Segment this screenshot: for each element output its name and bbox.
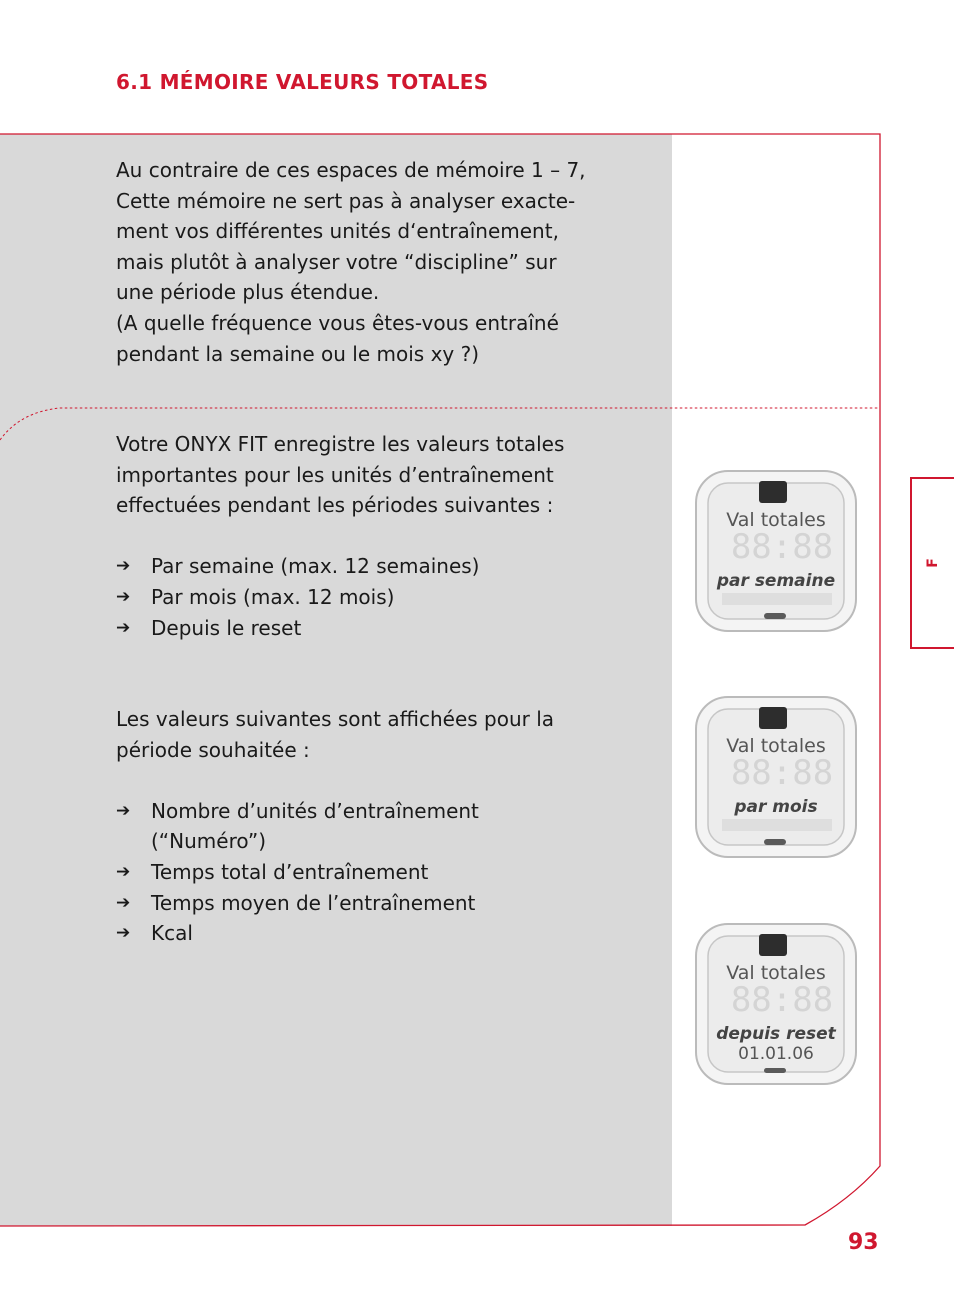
arrow-right-icon: ➔ [116,617,131,638]
periods-intro-line: importantes pour les unités d’entraînement [116,462,554,487]
list-item: ➔ Par mois (max. 12 mois) [116,582,636,613]
intro-line: une période plus étendue. [116,280,380,305]
watch-title: Val totales [726,735,826,757]
list-item: ➔ Temps total d’entraînement [116,857,636,888]
watch-digits: 88:88 [730,980,834,1020]
intro-line: mais plutôt à analyser votre “discipline” sur [116,249,557,274]
watch-title: Val totales [726,962,826,984]
arrow-right-icon: ➔ [116,556,131,577]
watch-label: depuis reset [716,1024,836,1044]
list-item: ➔ Kcal [116,918,636,949]
mode-icon [759,481,787,503]
list-item: ➔ Par semaine (max. 12 semaines) [116,551,636,582]
section-title: 6.1 MÉMOIRE VALEURS TOTALES [116,70,489,94]
mode-icon [759,934,787,956]
values-intro-line: Les valeurs suivantes sont affichées pour la [116,707,555,731]
watch-label: par mois [734,797,818,817]
language-tab [910,477,954,649]
watch-sub: 01.01.06 [738,1044,814,1064]
arrow-right-icon: ➔ [116,892,131,913]
watch-display-reset [690,918,862,1090]
mode-icon [759,707,787,729]
watch-display-week [690,465,862,637]
list-item: ➔ Nombre d’unités d’entraînement (“Numéro”) [116,796,636,857]
arrow-right-icon: ➔ [116,586,131,607]
intro-line: pendant la semaine ou le mois xy ?) [116,341,480,366]
intro-line: Au contraire de ces espaces de mémoire 1 – 7, [116,158,586,182]
intro-line: ment vos différentes unités d‘entraînement, [116,219,559,244]
intro-line: (A quelle fréquence vous êtes-vous entraîné [116,310,559,335]
values-intro-line: période souhaitée : [116,737,310,762]
language-tab-letter: F [925,558,941,568]
intro-line: Cette mémoire ne sert pas à analyser exacte- [116,188,576,213]
watch-title: Val totales [726,509,826,531]
periods-section [116,429,636,643]
intro-paragraph [116,155,636,369]
list-item: ➔ Depuis le reset [116,613,636,644]
arrow-right-icon: ➔ [116,861,131,882]
page-number: 93 [848,1230,879,1255]
watch-display-month [690,691,862,863]
arrow-right-icon: ➔ [116,923,131,944]
watch-digits: 88:88 [730,753,834,793]
values-section [116,704,636,949]
list-item: ➔ Temps moyen de l’entraînement [116,888,636,919]
periods-intro-line: effectuées pendant les périodes suivantes : [116,493,554,518]
values-list [116,796,636,949]
periods-list [116,551,636,643]
watch-digits: 88:88 [730,527,834,567]
arrow-right-icon: ➔ [116,800,131,821]
watch-label: par semaine [716,571,836,591]
periods-intro-line: Votre ONYX FIT enregistre les valeurs totales [116,432,565,456]
